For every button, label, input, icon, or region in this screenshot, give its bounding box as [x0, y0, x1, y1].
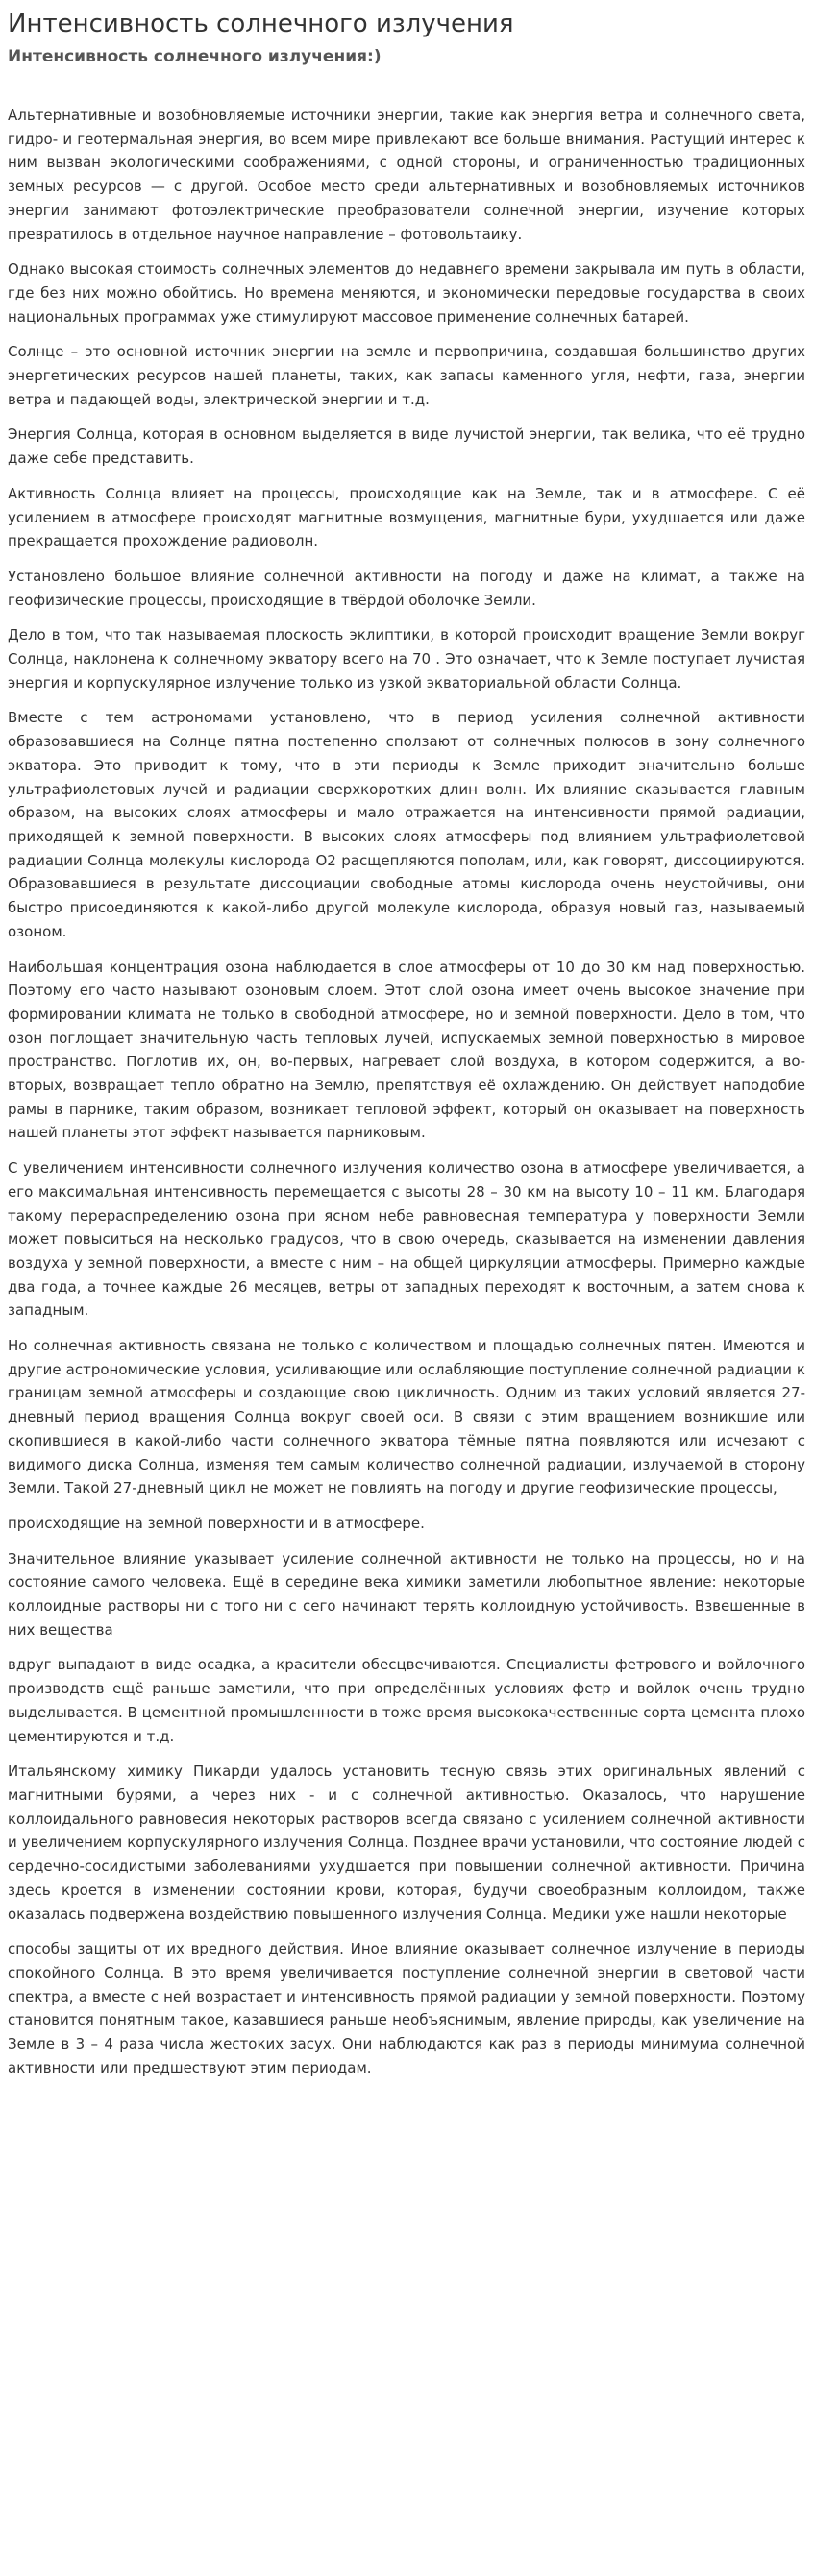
paragraph: Активность Солнца влияет на процессы, происходящие как на Земле, так и в атмосфере. С её усилением в атмосфере происходят магнитные возмущения, магнитные бури, ухудшается или даже прекращается прохождение радиоволн. — [8, 484, 805, 550]
paragraph: Наибольшая концентрация озона наблюдается в слое атмосферы от 10 до 30 км над поверхностью. Поэтому его часто называют озоновым слоем. Этот слой озона имеет очень высокое значение при формировании климата не только в свободной атмосфере, но и земной поверхности. Дело в том, что озон поглощает значительную часть тепловых лучей, испускаемых земной поверхностью в мировое пространство. Поглотив их, он, во-первых, нагревает слой воздуха, в котором содержится, а во-вторых, возвращает тепло обратно на Землю, препятствуя её охлаждению. Он действует наподобие рамы в парнике, таким образом, возникает тепловой эффект, который он оказывает на поверхность нашей планеты этот эффект называется парниковым. — [8, 958, 805, 1142]
paragraph: Однако высокая стоимость солнечных элементов до недавнего времени закрывала им путь в области, где без них можно обойтись. Но времена меняются, и экономически передовые государства в своих национальных программах уже стимулируют массовое применение солнечных батарей. — [8, 260, 805, 326]
paragraph: С увеличением интенсивности солнечного излучения количество озона в атмосфере увеличивается, а его максимальная интенсивность перемещается с высоты 28 – 30 км на высоту 10 – 11 км. Благодаря такому перераспределению озона при ясном небе равновесная температура у поверхности Земли может повыситься на несколько градусов, что в свою очередь, сказывается на изменении давления воздуха у земной поверхности, а вместе с ним – на общей циркуляции атмосферы. Примерно каждые два года, а точнее каждые 26 месяцев, ветры от западных переходят к восточным, а затем снова к западным. — [8, 1159, 805, 1320]
paragraph: Альтернативные и возобновляемые источники энергии, такие как энергия ветра и солнечного света, гидро- и геотермальная энергия, во всем мире привлекают все больше внимания. Растущий интерес к ним вызван экологическими соображениями, с одной стороны, и ограниченностью традиционных земных ресурсов — с другой. Особое место среди альтернативных и возобновляемых источников энергии занимают фотоэлектрические преобразователи солнечной энергии, изучение которых превратилось в отдельное научное направление – фотовольтаику. — [8, 107, 805, 243]
paragraph: Итальянскому химику Пикарди удалось установить тесную связь этих оригинальных явлений с магнитными бурями, а через них - и с солнечной активностью. Оказалось, что нарушение коллоидального равновесия некоторых растворов всегда связано с усилением солнечной активности и увеличением корпускулярного излучения Солнца. Позднее врачи установили, что состояние людей с сердечно-сосидистыми заболеваниями ухудшается при повышении солнечной активности. Причина здесь кроется в изменении состоянии крови, которая, будучи своеобразным коллоидом, также оказалась подвержена воздействию повышенного излучения Солнца. Медики уже нашли некоторые — [8, 1762, 805, 1923]
paragraph: Установлено большое влияние солнечной активности на погоду и даже на климат, а также на геофизические процессы, происходящие в твёрдой оболочке Земли. — [8, 567, 805, 609]
paragraph: Дело в том, что так называемая плоскость эклиптики, в которой происходит вращение Земли вокруг Солнца, наклонена к солнечному экватору всего на 70 . Это означает, что к Земле поступает лучистая энергия и корпускулярное излучение только из узкой экваториальной области Солнца. — [8, 626, 805, 692]
paragraph: происходящие на земной поверхности и в атмосфере. — [8, 1514, 425, 1532]
paragraph: Солнце – это основной источник энергии на земле и первопричина, создавшая большинство других энергетических ресурсов нашей планеты, таких, как запасы каменного угля, нефти, газа, энергии ветра и падающей воды, электрической энергии и т.д. — [8, 343, 805, 408]
article-body — [8, 104, 805, 2079]
article-subtitle: Интенсивность солнечного излучения:) — [8, 47, 382, 66]
paragraph: способы защиты от их вредного действия. Иное влияние оказывает солнечное излучение в периоды спокойного Солнца. В это время увеличивается поступление солнечной энергии в световой части спектра, а вместе с ней возрастает и интенсивность прямой радиации у земной поверхности. Поэтому становится понятным такое, казавшиеся раньше необъяснимым, явление природы, как увеличение на Земле в 3 – 4 раза числа жестоких засух. Они наблюдаются как раз в периоды минимума солнечной активности или предшествуют этим периодам. — [8, 1940, 805, 2077]
paragraph: Энергия Солнца, которая в основном выделяется в виде лучистой энергии, так велика, что её трудно даже себе представить. — [8, 425, 805, 468]
spacer — [8, 69, 805, 104]
page-title: Интенсивность солнечного излучения — [8, 10, 514, 38]
paragraph: вдруг выпадают в виде осадка, а красители обесцвечиваются. Специалисты фетрового и войлочного производств ещё раньше заметили, что при определённых условиях фетр и войлок очень трудно выделывается. В цементной промышленности в тоже время высококачественные сорта цемента плохо цементируются и т.д. — [8, 1656, 805, 1745]
paragraph: Но солнечная активность связана не только с количеством и площадью солнечных пятен. Имеются и другие астрономические условия, усиливающие или ослабляющие поступление солнечной радиации к границам земной атмосферы и создающие свою цикличность. Одним из таких условий является 27-дневный период вращения Солнца вокруг своей оси. В связи с этим вращением возникшие или скопившиеся в какой-либо части солнечного экватора тёмные пятна появляются или исчезают с видимого диска Солнца, изменяя тем самым количество солнечной радиации, излучаемой в сторону Земли. Такой 27-дневный цикл не может не повлиять на погоду и другие геофизические процессы, — [8, 1337, 805, 1497]
paragraph: Значительное влияние указывает усиление солнечной активности не только на процессы, но и на состояние самого человека. Ещё в середине века химики заметили любопытное явление: некоторые коллоидные растворы ни с того ни с сего начинают терять коллоидную устойчивость. Взвешенные в них вещества — [8, 1549, 805, 1639]
paragraph: Вместе с тем астрономами установлено, что в период усиления солнечной активности образовавшиеся на Солнце пятна постепенно сползают от солнечных полюсов в зону солнечного экватора. Это приводит к тому, что в эти периоды к Земле приходит значительно больше ультрафиолетовых лучей и радиации сверхкоротких длин волн. Их влияние сказывается главным образом, на высоких слоях атмосферы и мало отражается на интенсивности прямой радиации, приходящей к земной поверхности. В высоких слоях атмосферы под влиянием ультрафиолетовой радиации Солнца молекулы кислорода О2 расщепляются пополам, или, как говорят, диссоциируются. Образовавшиеся в результате диссоциации свободные атомы кислорода очень неустойчивы, они быстро присоединяются к какой-либо другой молекуле кислорода, образуя новый газ, называемый озоном. — [8, 709, 805, 940]
